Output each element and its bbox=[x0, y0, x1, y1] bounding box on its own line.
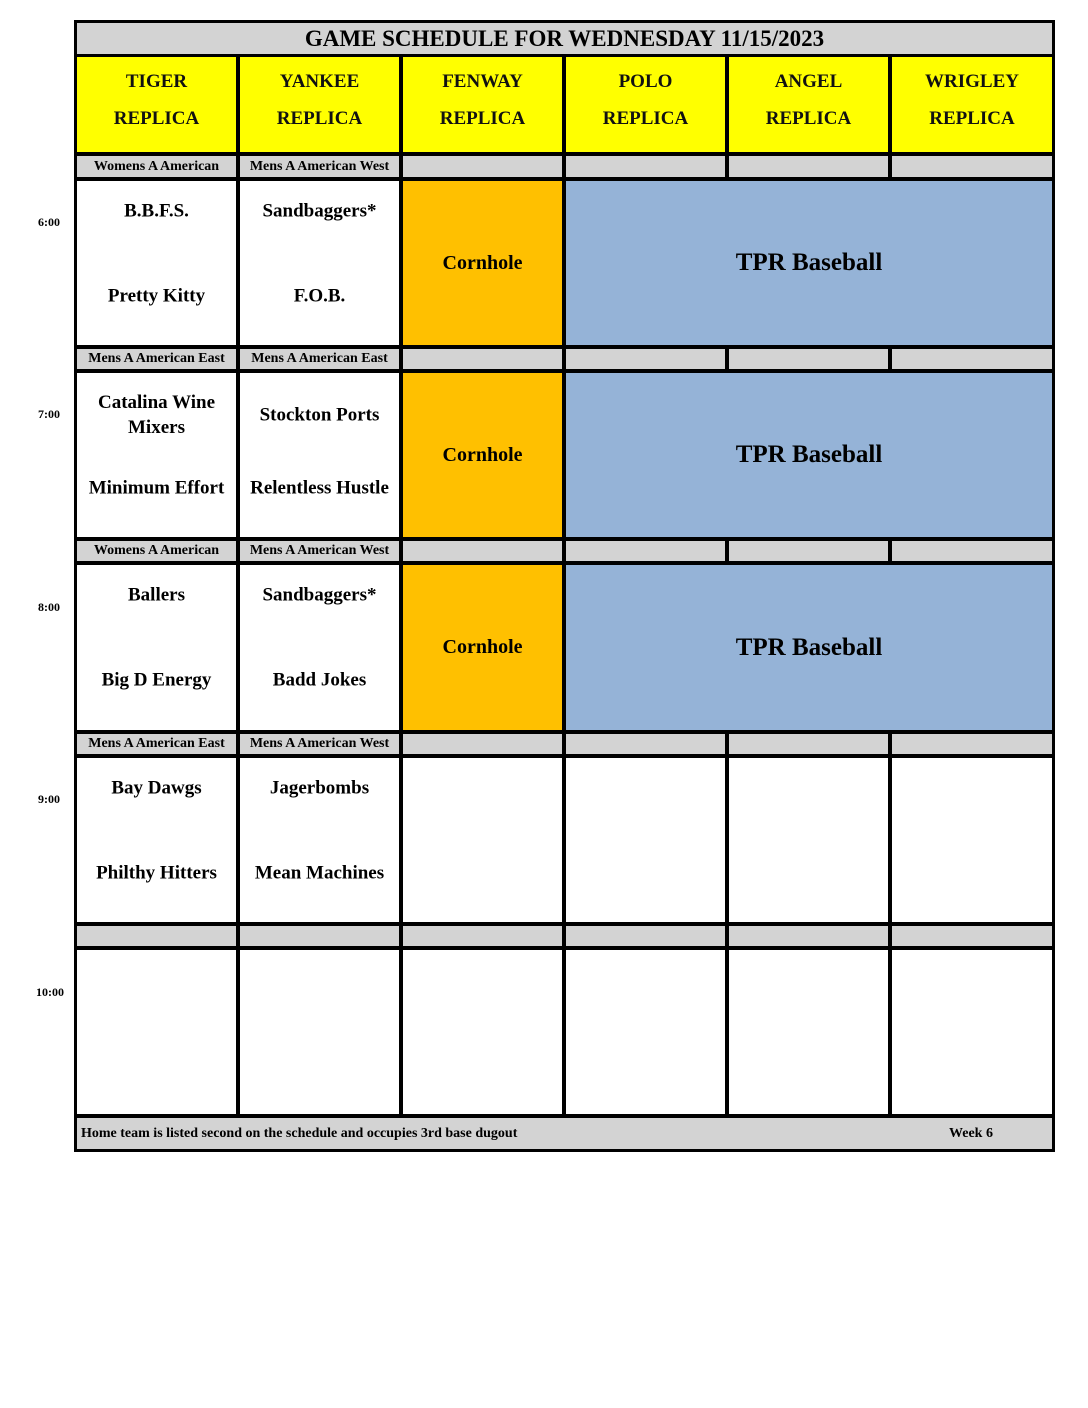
division-label bbox=[729, 156, 888, 177]
division-label bbox=[403, 541, 562, 561]
game-cell bbox=[77, 373, 236, 537]
home-team: F.O.B. bbox=[293, 285, 346, 307]
division-label: Womens A American bbox=[77, 156, 236, 177]
game-cell bbox=[77, 758, 236, 922]
time-label: 6:00 bbox=[38, 215, 60, 229]
division-label bbox=[566, 734, 725, 754]
game-cell bbox=[240, 181, 399, 345]
empty-cell bbox=[77, 950, 236, 1114]
field-sub: REPLICA bbox=[602, 108, 689, 129]
cornhole-block: Cornhole bbox=[403, 181, 562, 345]
week-label: Week 6 bbox=[949, 1125, 993, 1141]
division-label: Mens A American West bbox=[240, 541, 399, 561]
division-label bbox=[729, 926, 888, 946]
division-label bbox=[403, 156, 562, 177]
division-label bbox=[892, 541, 1052, 561]
empty-cell bbox=[566, 758, 725, 922]
field-name: TIGER bbox=[125, 71, 188, 92]
cornhole-block: Cornhole bbox=[403, 373, 562, 537]
division-label: Womens A American bbox=[77, 541, 236, 561]
field-header-polo bbox=[566, 57, 725, 152]
game-cell bbox=[240, 758, 399, 922]
division-label bbox=[566, 349, 725, 369]
field-sub: REPLICA bbox=[929, 108, 1015, 129]
division-label: Mens A American East bbox=[77, 734, 236, 754]
division-label bbox=[566, 156, 725, 177]
division-label bbox=[403, 734, 562, 754]
field-name: FENWAY bbox=[442, 71, 523, 92]
field-header-angel bbox=[729, 57, 888, 152]
game-cell bbox=[77, 565, 236, 730]
empty-cell bbox=[729, 950, 888, 1114]
division-label: Mens A American West bbox=[240, 734, 399, 754]
field-sub: REPLICA bbox=[765, 108, 852, 129]
game-cell bbox=[77, 181, 236, 345]
division-label bbox=[892, 926, 1052, 946]
division-label bbox=[729, 349, 888, 369]
cornhole-block: Cornhole bbox=[403, 565, 562, 730]
division-label bbox=[729, 734, 888, 754]
home-team: Pretty Kitty bbox=[107, 285, 206, 307]
division-label bbox=[729, 541, 888, 561]
field-sub: REPLICA bbox=[276, 108, 363, 129]
tpr-baseball-block: TPR Baseball bbox=[566, 373, 1052, 537]
footer-bar bbox=[77, 1118, 1052, 1149]
away-team: Sandbaggers* bbox=[262, 584, 377, 606]
home-team: Mean Machines bbox=[254, 862, 385, 884]
division-label bbox=[566, 926, 725, 946]
field-name: YANKEE bbox=[279, 71, 360, 92]
empty-cell bbox=[403, 758, 562, 922]
field-name: POLO bbox=[618, 71, 673, 92]
field-header-tiger bbox=[77, 57, 236, 152]
tpr-baseball-block: TPR Baseball bbox=[566, 181, 1052, 345]
home-team: Minimum Effort bbox=[88, 477, 225, 499]
away-team: Ballers bbox=[128, 584, 185, 606]
time-label: 9:00 bbox=[38, 792, 60, 806]
time-label: 10:00 bbox=[36, 985, 64, 999]
schedule-table bbox=[74, 20, 1055, 1152]
field-sub: REPLICA bbox=[113, 108, 200, 129]
field-header-fenway bbox=[403, 57, 562, 152]
game-cell bbox=[240, 373, 399, 537]
home-team: Badd Jokes bbox=[272, 669, 367, 691]
tpr-baseball-block: TPR Baseball bbox=[566, 565, 1052, 730]
away-team: Stockton Ports bbox=[259, 404, 380, 426]
division-label bbox=[403, 926, 562, 946]
field-header-wrigley bbox=[892, 57, 1052, 152]
away-team: Catalina Wine Mixers bbox=[97, 392, 215, 438]
away-team: Sandbaggers* bbox=[262, 200, 377, 222]
time-label: 7:00 bbox=[38, 407, 60, 421]
field-sub: REPLICA bbox=[439, 108, 526, 129]
away-team: Bay Dawgs bbox=[111, 777, 202, 799]
empty-cell bbox=[892, 758, 1052, 922]
home-team: Philthy Hitters bbox=[96, 862, 217, 884]
division-label: Mens A American East bbox=[240, 349, 399, 369]
empty-cell bbox=[729, 758, 888, 922]
empty-cell bbox=[403, 950, 562, 1114]
away-team: B.B.F.S. bbox=[124, 200, 189, 222]
game-cell bbox=[240, 565, 399, 730]
away-team: Jagerbombs bbox=[269, 777, 370, 799]
division-label bbox=[403, 349, 562, 369]
empty-cell bbox=[566, 950, 725, 1114]
home-team: Big D Energy bbox=[101, 669, 212, 691]
home-team: Relentless Hustle bbox=[250, 477, 389, 499]
footer-note: Home team is listed second on the schedule and occupies 3rd base dugout bbox=[81, 1125, 518, 1141]
division-label bbox=[566, 541, 725, 561]
field-name: ANGEL bbox=[774, 71, 843, 92]
division-label bbox=[892, 734, 1052, 754]
page-title: GAME SCHEDULE FOR WEDNESDAY 11/15/2023 bbox=[77, 23, 1052, 54]
division-label bbox=[892, 156, 1052, 177]
division-label bbox=[77, 926, 236, 946]
empty-cell bbox=[892, 950, 1052, 1114]
empty-cell bbox=[240, 950, 399, 1114]
division-label: Mens A American West bbox=[240, 156, 399, 177]
division-label bbox=[240, 926, 399, 946]
field-header-yankee bbox=[240, 57, 399, 152]
field-name: WRIGLEY bbox=[925, 71, 1019, 92]
division-label bbox=[892, 349, 1052, 369]
division-label: Mens A American East bbox=[77, 349, 236, 369]
time-label: 8:00 bbox=[38, 600, 60, 614]
